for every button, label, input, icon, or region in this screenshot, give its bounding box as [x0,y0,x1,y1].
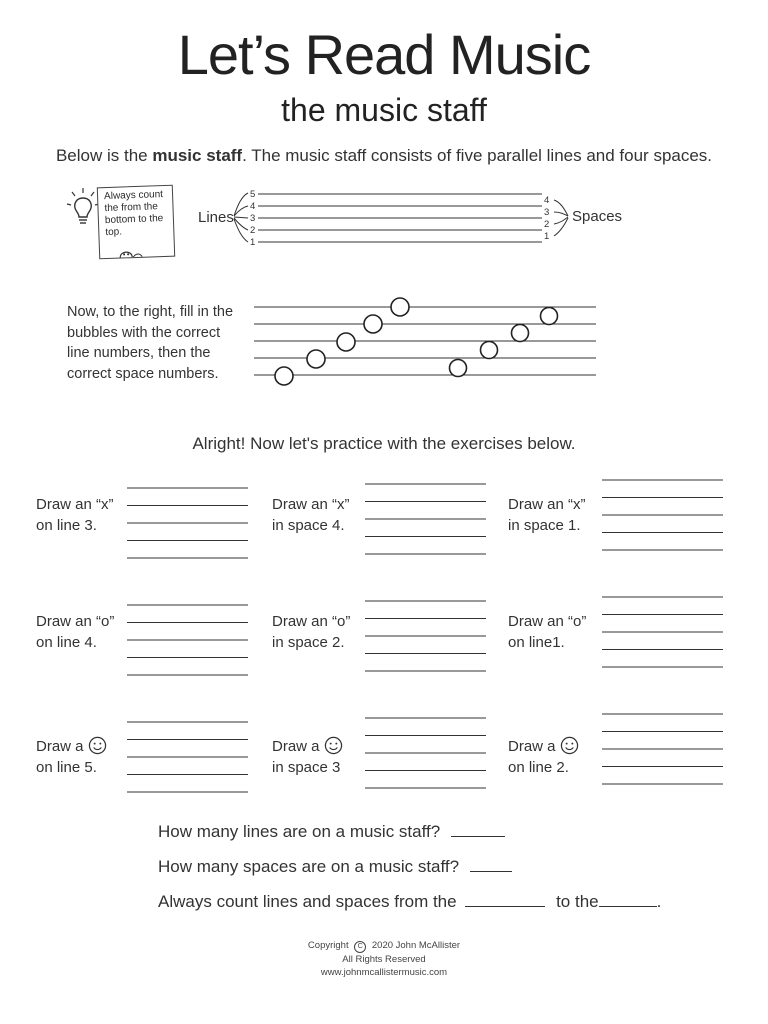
bubble-line-3 [337,333,355,351]
line-number-2: 2 [250,225,256,236]
exercise-prompt-line-2: in space 4. [272,517,345,534]
exercise-staff[interactable] [126,720,250,800]
exercise-instruction: Draw a [272,738,320,755]
bubble-space-3 [512,325,529,342]
space-number-2: 2 [544,219,550,230]
spaces-label: Spaces [572,208,623,225]
exercise-prompt-line-2: in space 3 [272,759,341,776]
exercise-instruction: Draw an “o” [272,613,351,630]
practice-heading: Alright! Now let's practice with the exercises below. [192,434,576,453]
answer-blank-lines[interactable] [451,820,505,837]
smiley-face-icon [84,738,107,755]
tip-card [97,185,175,260]
bubble-space-2 [481,342,498,359]
bubble-line-4 [364,315,382,333]
question-3-before: Always count lines and spaces from the [158,892,457,911]
exercise-instruction: Draw an “x” [36,496,114,513]
copyright-year-owner: 2020 John McAllister [371,940,461,951]
exercise-instruction: Draw an “x” [508,496,586,513]
answer-blank-to[interactable] [599,890,657,907]
intro-bold-term: music staff [152,146,243,165]
space-number-1: 1 [544,231,550,242]
line-number-1: 1 [250,237,256,248]
exercise-instruction: Draw an “o” [36,613,115,630]
exercise-staff[interactable] [364,482,488,562]
line-number-5: 5 [250,189,256,200]
bubble-line-2 [307,350,325,368]
bubble-space-4 [541,308,558,325]
space-number-4: 4 [544,195,550,206]
staff-lines [258,194,542,242]
exercise-instruction: Draw an “x” [272,496,350,513]
tip-card-text: Always count the from the bottom to the top. [103,189,164,239]
peeking-creature-icon [116,246,156,257]
line-number-4: 4 [250,201,256,212]
bubble-space-1 [450,360,467,377]
copyright-block [0,939,768,979]
page-subtitle: the music staff [281,92,487,128]
exercise-instruction: Draw an “o” [508,613,587,630]
space-number-3: 3 [544,207,550,218]
page-title: Let’s Read Music [177,23,591,86]
spaces-arrows [554,200,568,236]
exercise-instruction: Draw a [36,738,84,755]
question-3-end: . [656,892,662,911]
answer-blank-from[interactable] [465,890,545,907]
exercise-staff[interactable] [126,486,250,566]
question-count-direction [158,890,661,912]
question-3-middle: to the [556,892,599,911]
line-number-3: 3 [250,213,256,224]
bubble-line-1 [275,367,293,385]
copyright-line-2: All Rights Reserved [342,954,426,965]
intro-text [0,146,768,166]
smiley-face-icon [556,738,579,755]
smiley-face-icon [320,738,343,755]
copyright-word: Copyright [307,940,349,951]
lines-label: Lines [198,209,234,226]
question-lines-count [158,820,505,842]
question-spaces-count [158,855,512,877]
copyright-symbol-icon: C [354,941,366,953]
lightbulb-icon [66,186,100,234]
exercise-staff[interactable] [601,712,725,792]
question-2-text: How many spaces are on a music staff? [158,857,460,876]
bubble-line-5 [391,298,409,316]
exercise-prompt-line-2: on line1. [508,634,565,651]
labeled-staff-diagram [196,182,636,252]
exercise-staff[interactable] [126,603,250,683]
exercise-staff[interactable] [601,478,725,558]
exercise-staff[interactable] [364,716,488,796]
lines-arrows [234,193,248,242]
intro-before: Below is the [55,146,153,165]
exercise-instruction: Draw a [508,738,556,755]
exercise-staff[interactable] [364,599,488,679]
answer-blank-spaces[interactable] [470,855,512,872]
intro-after: . The music staff consists of five parallel lines and four spaces. [242,146,713,165]
bubble-instructions: Now, to the right, fill in the bubbles with the correct line numbers, then the correct space numbers. [67,304,234,382]
exercise-prompt-line-2: in space 2. [272,634,345,651]
exercise-prompt-line-2: on line 2. [508,759,569,776]
exercise-prompt-line-2: on line 3. [36,517,97,534]
exercise-prompt-line-2: in space 1. [508,517,581,534]
copyright-website: www.johnmcallistermusic.com [320,967,448,978]
question-1-text: How many lines are on a music staff? [158,822,441,841]
bubble-staff [250,294,600,394]
exercise-prompt-line-2: on line 5. [36,759,97,776]
copyright-line-1 [0,939,768,953]
exercise-prompt-line-2: on line 4. [36,634,97,651]
exercise-staff[interactable] [601,595,725,675]
